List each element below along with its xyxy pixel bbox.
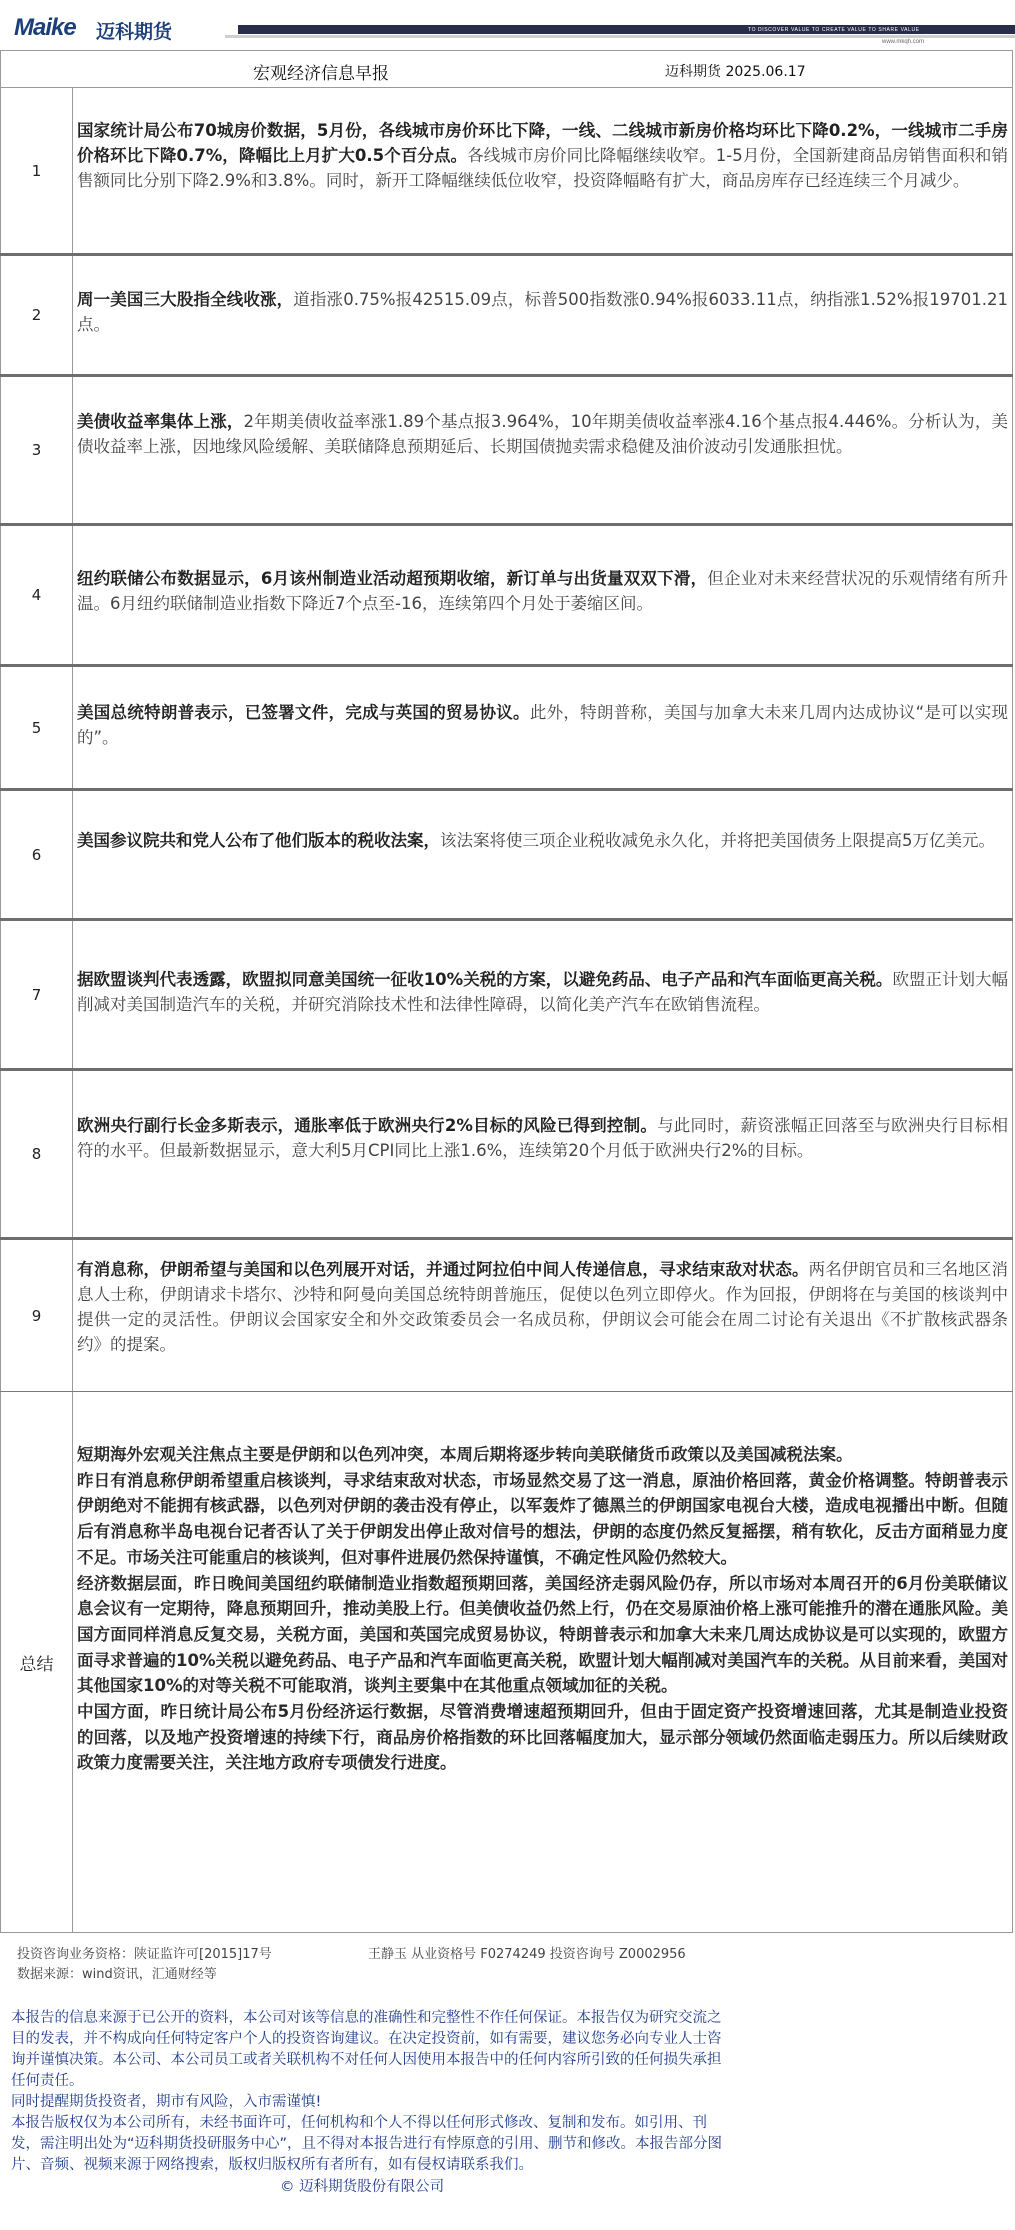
news-headline: 美国总统特朗普表示，已签署文件，完成与英国的贸易协议。 — [77, 703, 530, 722]
news-row — [0, 377, 1013, 523]
row-number: 1 — [1, 88, 73, 254]
news-row — [0, 256, 1013, 374]
row-number: 2 — [1, 256, 73, 374]
summary-paragraph: 经济数据层面，昨日晚间美国纽约联储制造业指数超预期回落，美国经济走弱风险仍存，所以市场对本周召开的6月份美联储议息会议有一定期待，降息预期回升，推动美股上行。但美债收益仍然上行，仍在交易原油价格上涨可能推升的潜在通胀风险。美国方面同样消息反复交易，关税方面，美国和英国完成贸易协议，特朗普表示和加拿大未来几周达成协议是可以实现的，欧盟方面寻求普遍的10%关税以避免药品、电子产品和汽车面临更高关税，欧盟计划大幅削减对美国汽车的关税。从目前来看，美国对其他国家10%的对等关税不可能取消，谈判主要集中在其他重点领域加征的关税。 — [77, 1573, 1008, 1696]
news-row — [0, 526, 1013, 664]
news-headline: 国家统计局公布70城房价数据，5月份，各线城市房价环比下降，一线、二线城市新房价格均环比下降0.2%，一线城市二手房价格环比下降0.7%，降幅比上月扩大0.5个百分点。 — [77, 121, 1008, 165]
news-body: 各线城市房价同比降幅继续收窄。1-5月份，全国新建商品房销售面积和销售额同比分别下降2.9%和3.8%。同时，新开工降幅继续低位收窄，投资降幅略有扩大，商品房库存已经连续三个月减少。 — [77, 146, 1009, 190]
news-headline: 美国参议院共和党人公布了他们版本的税收法案， — [77, 831, 440, 850]
news-body: 2年期美债收益率涨1.89个基点报3.964%，10年期美债收益率涨4.16个基点报4.446%。分析认为，美债收益率上涨，因地缘风险缓解、美联储降息预期延后、长期国债抛卖需求稳健及油价波动引发通胀担忧。 — [77, 412, 1008, 456]
news-text — [77, 409, 1008, 459]
summary-text — [77, 1442, 1008, 1776]
news-body: 该法案将使三项企业税收减免永久化，并将把美国债务上限提高5万亿美元。 — [440, 831, 995, 850]
news-text — [77, 118, 1008, 193]
row-number: 4 — [1, 526, 73, 664]
news-row — [0, 1071, 1013, 1237]
report-header — [0, 0, 1015, 50]
company-date: 迈科期货 2025.06.17 — [665, 64, 806, 80]
summary-label: 总结 — [1, 1392, 73, 1932]
summary-row — [0, 1392, 1013, 1933]
report-footer — [0, 1933, 1015, 2230]
news-text — [77, 1113, 1008, 1163]
news-row — [0, 667, 1013, 788]
website: www.mkqh.com — [882, 39, 925, 45]
title-row — [0, 50, 1013, 88]
summary-paragraph: 短期海外宏观关注焦点主要是伊朗和以色列冲突，本周后期将逐步转向美联储货币政策以及美国减税法案。 — [77, 1445, 853, 1464]
summary-paragraph: 中国方面，昨日统计局公布5月份经济运行数据，尽管消费增速超预期回升，但由于固定资产投资增速回落，尤其是制造业投资的回落，以及地产投资增速的持续下行，商品房价格指数的环比回落幅度加大，显示部分领域仍然面临走弱压力。所以后续财政政策力度需要关注，关注地方政府专项债发行进度。 — [77, 1702, 1008, 1773]
slogan: TO DISCOVER VALUE TO CREATE VALUE TO SHARE VALUE — [748, 27, 920, 33]
row-number: 3 — [1, 377, 73, 523]
row-number: 6 — [1, 791, 73, 918]
summary-paragraph: 昨日有消息称伊朗希望重启核谈判，寻求结束敌对状态，市场显然交易了这一消息，原油价格回落，黄金价格调整。特朗普表示伊朗绝对不能拥有核武器，以色列对伊朗的袭击没有停止，以军轰炸了德黑兰的伊朗国家电视台大楼，造成电视播出中断。但随后有消息称半岛电视台记者否认了关于伊朗发出停止敌对信号的想法，伊朗的态度仍然反复摇摆，稍有软化，反击方面稍显力度不足。市场关注可能重启的核谈判，但对事件进展仍然保持谨慎，不确定性风险仍然较大。 — [77, 1470, 1008, 1567]
news-text — [77, 566, 1008, 616]
news-text — [77, 828, 1008, 853]
row-number: 9 — [1, 1240, 73, 1391]
copyright: © 迈科期货股份有限公司 — [280, 2179, 445, 2195]
row-number: 7 — [1, 921, 73, 1068]
news-text — [77, 700, 1008, 750]
news-headline: 据欧盟谈判代表透露，欧盟拟同意美国统一征收10%关税的方案，以避免药品、电子产品和汽车面临更高关税。 — [77, 970, 893, 989]
news-headline: 有消息称，伊朗希望与美国和以色列展开对话，并通过阿拉伯中间人传递信息，寻求结束敌对状态。 — [77, 1260, 809, 1279]
news-body: 但企业对未来经营状况的乐观情绪有所升温。6月纽约联储制造业指数下降近7个点至-16，连续第四个月处于萎缩区间。 — [77, 569, 1009, 613]
report-title: 宏观经济信息早报 — [253, 64, 389, 84]
news-headline: 美债收益率集体上涨， — [77, 412, 244, 431]
news-row — [0, 921, 1013, 1068]
news-text — [77, 287, 1008, 337]
company-logo: Maike — [14, 14, 76, 41]
news-body: 欧盟正计划大幅削减对美国制造汽车的关税，并研究消除技术性和法律性障碍，以简化美产汽车在欧销售流程。 — [77, 970, 1008, 1014]
news-text — [77, 967, 1008, 1017]
news-body: 两名伊朗官员和三名地区消息人士称，伊朗请求卡塔尔、沙特和阿曼向美国总统特朗普施压，促使以色列立即停火。作为回报，伊朗将在与美国的核谈判中提供一定的灵活性。伊朗议会国家安全和外交政策委员会一名成员称，伊朗议会可能会在周二讨论有关退出《不扩散核武器条约》的提案。 — [77, 1260, 1009, 1354]
news-headline: 欧洲央行副行长金多斯表示，通胀率低于欧洲央行2%目标的风险已得到控制。 — [77, 1116, 658, 1135]
disclaimer-paragraph: 本报告版权仅为本公司所有，未经书面许可，任何机构和个人不得以任何形式修改、复制和发布。如引用、刊发，需注明出处为“迈科期货投研服务中心”，且不得对本报告进行有悖原意的引用、删节和修改。本报告部分图片、音频、视频来源于网络搜索，版权归版权所有者所有，如有侵权请联系我们。 — [11, 2115, 723, 2173]
news-headline: 纽约联储公布数据显示，6月该州制造业活动超预期收缩，新订单与出货量双双下滑， — [77, 569, 708, 588]
news-body: 道指涨0.75%报42515.09点，标普500指数涨0.94%报6033.11点，纳指涨1.52%报19701.21点。 — [77, 290, 1008, 334]
news-row — [0, 1240, 1013, 1391]
data-source: 数据来源：wind资讯，汇通财经等 — [17, 1967, 217, 1982]
news-body: 与此同时，薪资涨幅正回落至与欧洲央行目标相符的水平。但最新数据显示，意大利5月CPI同比上涨1.6%，连续第20个月低于欧洲央行2%的目标。 — [77, 1116, 1009, 1160]
row-number: 5 — [1, 667, 73, 788]
news-row — [0, 88, 1013, 254]
analyst-info: 王静玉 从业资格号 F0274249 投资咨询号 Z0002956 — [368, 1947, 686, 1962]
disclaimer — [11, 2008, 735, 2176]
banner-underline — [225, 35, 1015, 38]
news-row — [0, 791, 1013, 918]
news-text — [77, 1257, 1008, 1357]
disclaimer-paragraph: 本报告的信息来源于已公开的资料，本公司对该等信息的准确性和完整性不作任何保证。本报告仅为研究交流之目的发表，并不构成向任何特定客户个人的投资咨询建议。在决定投资前，如有需要，建议您务必向专业人士咨询并谨慎决策。本公司、本公司员工或者关联机构不对任何人因使用本报告中的任何内容所引致的任何损失承担任何责任。 — [11, 2010, 722, 2089]
license-info: 投资咨询业务资格：陕证监许可[2015]17号 — [17, 1947, 272, 1962]
news-headline: 周一美国三大股指全线收涨， — [77, 290, 294, 309]
disclaimer-paragraph: 同时提醒期货投资者，期市有风险，入市需谨慎! — [11, 2094, 322, 2110]
news-body: 此外，特朗普称，美国与加拿大未来几周内达成协议“是可以实现的”。 — [77, 703, 1008, 747]
company-logo-cn: 迈科期货 — [96, 21, 173, 43]
row-number: 8 — [1, 1071, 73, 1237]
